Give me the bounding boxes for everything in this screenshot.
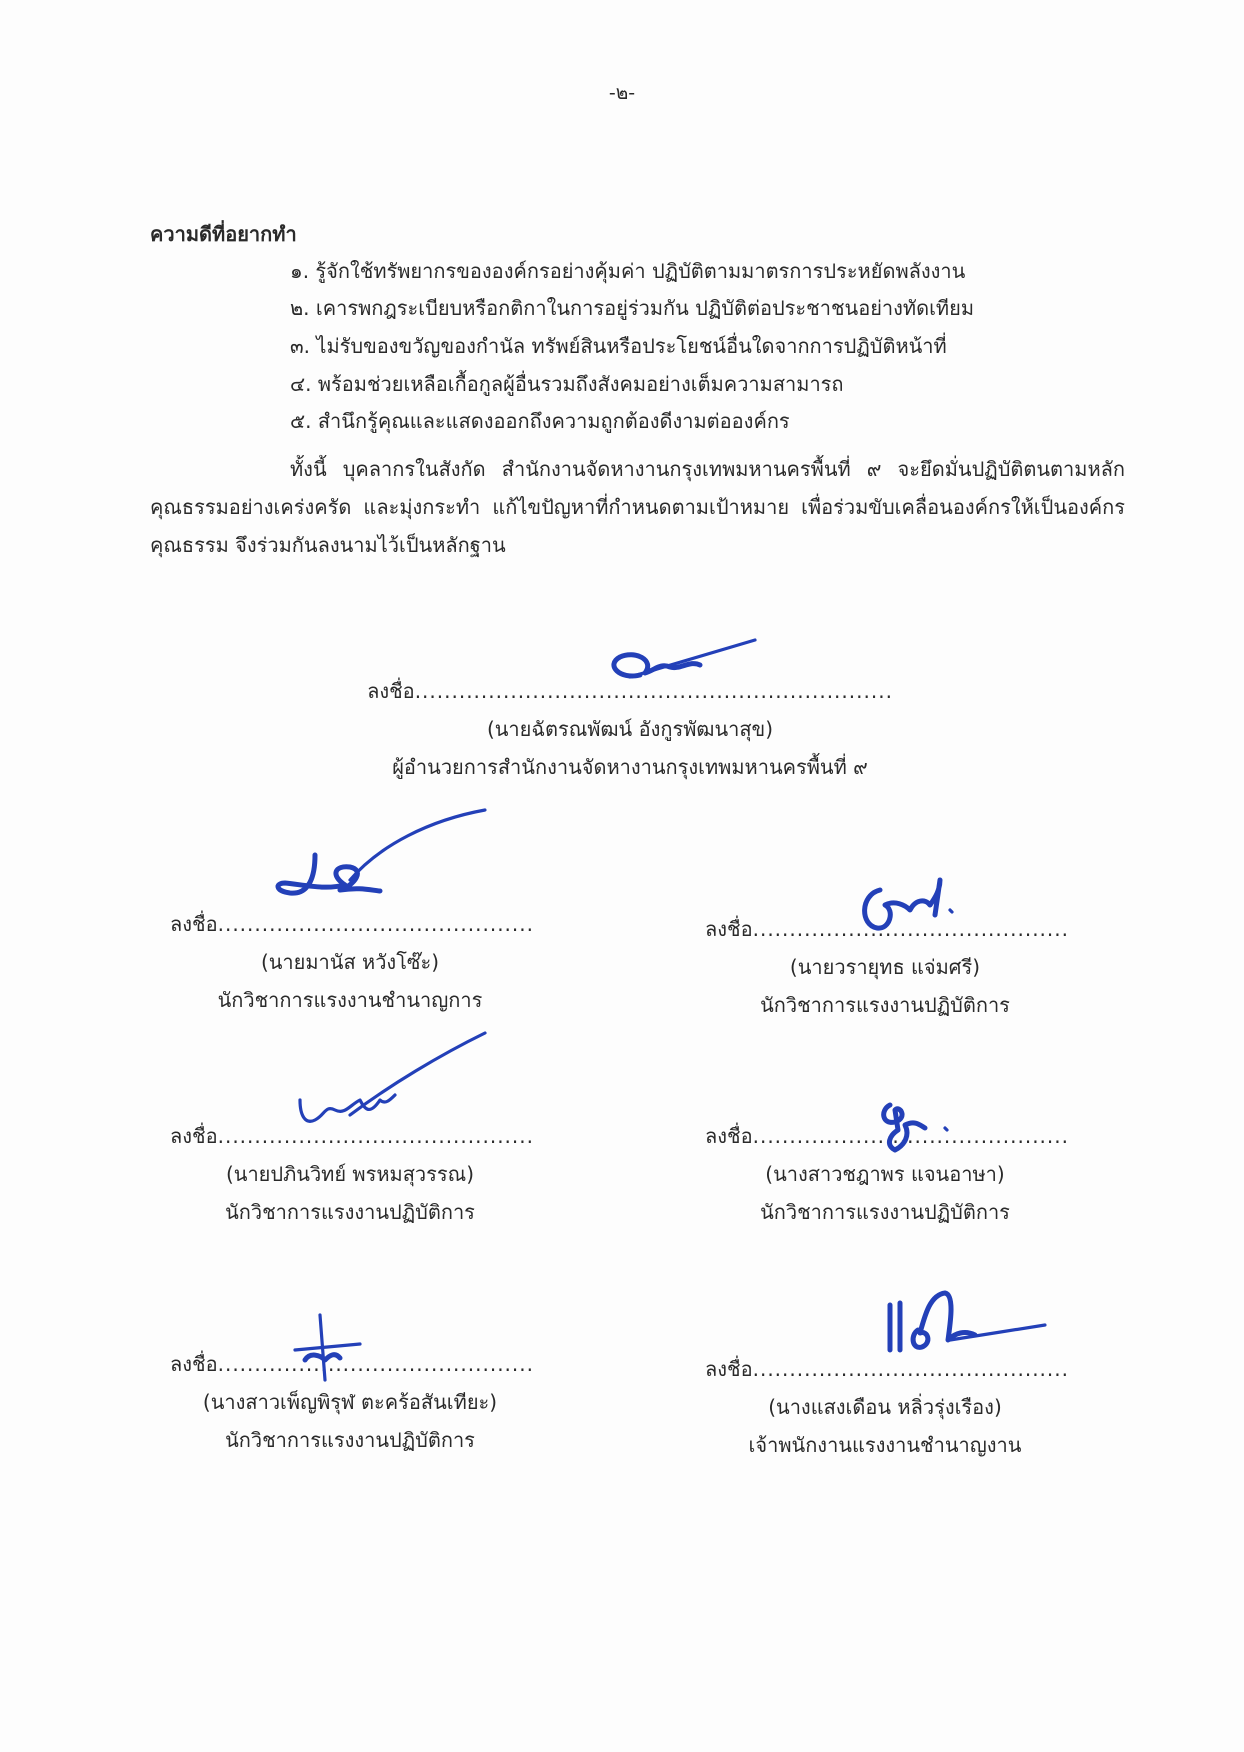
signature-line: ลงชื่อ................................................................. [367,679,893,703]
sign-label: ลงชื่อ [367,679,415,703]
signature-block-left-2 [170,1117,534,1231]
signature-line: ลงชื่อ........................................... [705,1124,1069,1148]
signatory-position: ผู้อำนวยการสำนักงานจัดหางานกรุงเทพมหานครพื้นที่ ๙ [392,755,868,779]
virtue-item-2: ๒. เคารพกฎระเบียบหรือกติกาในการอยู่ร่วมกัน ปฏิบัติต่อประชาชนอย่างทัดเทียม [290,296,975,320]
signatory-name: (นายฉัตรณพัฒน์ อังกูรพัฒนาสุข) [486,717,774,741]
sign-label: ลงชื่อ [170,1124,218,1148]
signatory-position: นักวิชาการแรงงานปฏิบัติการ [760,993,1010,1017]
closing-paragraph: ทั้งนี้ บุคลากรในสังกัด สำนักงานจัดหางานกรุงเทพมหานครพื้นที่ ๙ จะยึดมั่นปฏิบัติตนตามหลักคุณธรรมอย่างเคร่งครัด และมุ่งกระทำ แก้ไขปัญหาที่กำหนดตามเป้าหมาย เพื่อร่วมขับเคลื่อนองค์กรให้เป็นองค์กรคุณธรรม จึงร่วมกันลงนามไว้เป็นหลักฐาน [150,457,1125,557]
signature-line: ลงชื่อ........................................... [170,912,534,936]
signatory-name: (นางสาวชฎาพร แจนอาษา) [765,1162,1005,1186]
signature-block-left-1 [170,905,534,1019]
virtue-item-5: ๕. สำนึกรู้คุณและแสดงออกถึงความถูกต้องดีงามต่อองค์กร [290,409,790,433]
sign-label: ลงชื่อ [705,1357,753,1381]
signatory-position: นักวิชาการแรงงานปฏิบัติการ [225,1200,475,1224]
sign-label: ลงชื่อ [705,917,753,941]
signatory-position: เจ้าพนักงานแรงงานชำนาญงาน [748,1433,1022,1457]
signatory-name: (นายวรายุทธ แจ่มศรี) [789,955,981,979]
signatory-position: นักวิชาการแรงงานปฏิบัติการ [760,1200,1010,1224]
signatory-name: (นายปภินวิทย์ พรหมสุวรรณ) [225,1162,475,1186]
signature-block-left-3 [170,1345,534,1459]
signature-line: ลงชื่อ........................................... [170,1352,534,1376]
virtue-item-1: ๑. รู้จักใช้ทรัพยากรขององค์กรอย่างคุ้มค่า ปฏิบัติตามมาตรการประหยัดพลังงาน [290,259,966,283]
signature-block-right-3 [705,1350,1069,1464]
page-number: -๒- [608,82,636,104]
signature-left-2 [290,1030,490,1130]
sign-label: ลงชื่อ [170,1352,218,1376]
signature-left-1 [270,805,490,905]
signature-line: ลงชื่อ........................................... [170,1124,534,1148]
signature-block-right-1 [705,910,1069,1024]
signatory-position: นักวิชาการแรงงานชำนาญการ [217,988,483,1012]
sign-label: ลงชื่อ [705,1124,753,1148]
signatory-name: (นางสาวเพ็ญพิรุฬ ตะคร้อสันเทียะ) [202,1390,498,1414]
signatory-position: นักวิชาการแรงงานปฏิบัติการ [225,1428,475,1452]
sign-label: ลงชื่อ [170,912,218,936]
virtue-item-4: ๔. พร้อมช่วยเหลือเกื้อกูลผู้อื่นรวมถึงสังคมอย่างเต็มความสามารถ [290,372,844,396]
signature-line: ลงชื่อ........................................... [705,1357,1069,1381]
signature-line: ลงชื่อ........................................... [705,917,1069,941]
section-heading: ความดีที่อยากทำ [150,222,297,246]
signatory-name: (นายมานัส หวังโซ๊ะ) [260,950,440,974]
signature-block-right-2 [705,1117,1069,1231]
signature-block-director [330,672,930,786]
signatory-name: (นางแสงเดือน หลิ่วรุ่งเรือง) [768,1395,1002,1419]
virtue-item-3: ๓. ไม่รับของขวัญของกำนัล ทรัพย์สินหรือประโยชน์อื่นใดจากการปฏิบัติหน้าที่ [290,334,947,358]
